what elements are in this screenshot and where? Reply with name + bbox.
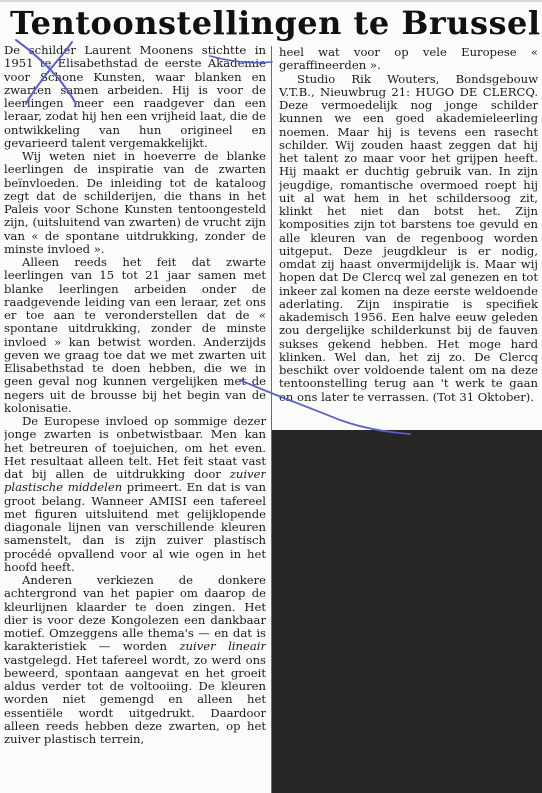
right-column bbox=[279, 46, 538, 430]
left-column bbox=[4, 44, 266, 793]
right-paragraph-2: Studio Rik Wouters, Bondsgebouw V.T.B., Nieuwbrug 21: HUGO DE CLERCQ. Deze vermoedelijk nog jonge schilder kunnen we een goed akademieleerling noemen. Maar hij is tevens een rasecht schilder. Wij zouden haast zeggen dat hij het talent zo maar voor het grijpen heeft. Hij maakt er duchtig gebruik van. In zijn jeugdige, romantische overmoed roept hij uit al wat hem in het schildersoog zit, klinkt het niet dan botst het. Zijn komposities zijn tot barstens toe gevuld en alle kleuren van de regenboog worden uitgeput. Deze jeugdkleur is er nodig, omdat zij haast onvermijdelijk is. Maar wij hopen dat De Clercq wel zal genezen en tot inkeer zal komen na deze eerste weldoende aderlating. Zijn inspiratie is specifiek akademisch 1956. Een halve eeuw geleden zou dergelijke schilderkunst bij de fauven sukses gekend hebben. Het moge hard klinken. Wel dan, het zij zo. De Clercq beschikt over voldoende talent om na deze tentoonstelling terug aan 't werk te gaan en ons later te verrassen. (Tot 31 Oktober). bbox=[279, 71, 538, 404]
paragraph-5-text: Anderen verkiezen de donkere achtergrond van het papier om daarop de kleurlijnen klaarder te doen zingen. Het dier is voor deze Kongolezen een dankbaar motief. Omzeggens alle thema's — en dat is karakteristiek — worden bbox=[4, 573, 266, 654]
paragraph-4-text: De Europese invloed op sommige dezer jonge zwarten is onbetwistbaar. Men kan het betreuren of toejuichen, om het even. Het resultaat alleen telt. Het feit staat vast dat bij allen de uitdrukking door bbox=[4, 414, 266, 481]
paragraph-2: Wij weten niet in hoeverre de blanke leerlingen de inspiratie van de zwarten beïnvloeden. De inleiding tot de kataloog zegt dat de schilderijen, die thans in het Paleis voor Schone Kunsten tentoongesteld zijn, (uitsluitend van zwarten) de vrucht zijn van « de spontane uitdrukking, zonder de minste invloed ». bbox=[4, 149, 266, 256]
paragraph-3: Alleen reeds het feit dat zwarte leerlingen van 15 tot 21 jaar samen met blanke leerlingen arbeiden onder de raadgevende leiding van een leraar, zet ons er toe aan te veronderstellen dat de « spontane uitdrukking, zonder de minste invloed » kan betwist worden. Anderzijds geven we graag toe dat we met zwarten uit Elisabethstad te doen hebben, die we in geen geval nog kunnen vergelijken met de negers uit de brousse bij het begin van de kolonisatie. bbox=[4, 255, 266, 415]
paragraph-5-end: vastgelegd. Het tafereel wordt, zo werd ons beweerd, spontaan aangevat en het groeit aldus verder tot de voltooiing. De kleuren worden niet gemengd en alleen het essentiële wordt uitgedrukt. Daardoor alleen reeds hebben deze zwarten, op het zuiver plastisch terrein, bbox=[4, 652, 266, 746]
paragraph-1: De schilder Laurent Moonens stichtte in 1951 te Elisabethstad de eerste Akademie voor Schone Kunsten, waar blanken en zwarten samen arbeiden. Hij is voor de leerlingen meer een raadgever dan een leraar, zodat hij hen een vrijheid laat, die de ontwikkeling van hun origineel en gevarieerd talent vergemakkelijkt. bbox=[4, 44, 266, 150]
paragraph-4-end: primeert. En dat is van groot belang. Wanneer AMISI een tafereel met figuren uitsluitend met gelijklopende diagonale lijnen van verschillende kleuren samenstelt, dan is zijn zuiver plastisch procédé opvallend voor al wie ogen in het hoofd heeft. bbox=[4, 480, 266, 574]
paragraph-4 bbox=[4, 415, 266, 574]
dark-background-area bbox=[272, 430, 542, 793]
paragraph-5-italic: zuiver lineair bbox=[179, 639, 266, 654]
paragraph-4-italic: zuiver plastische middelen bbox=[4, 467, 266, 495]
right-paragraph-1: heel wat voor op vele Europese « geraffineerden ». bbox=[279, 46, 538, 73]
paragraph-5 bbox=[4, 574, 266, 746]
article-headline: Tentoonstellingen te Brussel bbox=[10, 4, 541, 42]
